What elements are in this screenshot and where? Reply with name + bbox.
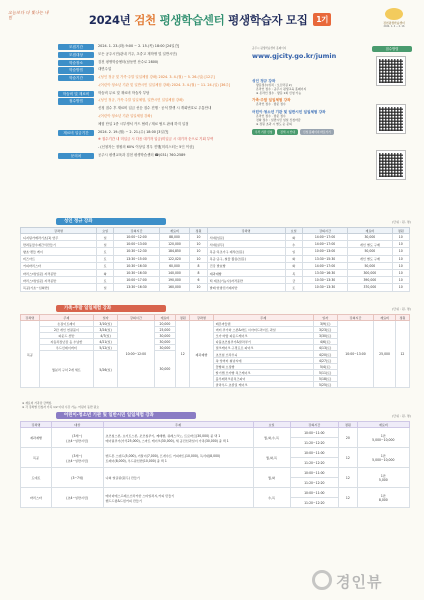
course-date: 5/18(토)	[313, 375, 337, 381]
info-row	[58, 44, 236, 50]
apply-method-item: 온라인 접수 · 방문 접수	[256, 102, 286, 107]
column-header: 강좌명	[21, 422, 52, 428]
column-header: 주제	[213, 315, 313, 321]
course-topic: 블루베리크림치즈파이	[213, 375, 313, 381]
course-date: 4/7(일)	[94, 333, 118, 339]
course-capacity: 12	[339, 488, 358, 508]
table-cell: 토	[285, 284, 302, 291]
column-header: 재료비	[357, 422, 409, 428]
info-row	[58, 52, 236, 58]
table-cell: 10	[190, 241, 207, 248]
section2-notes	[22, 401, 322, 409]
column-header: 강좌명	[190, 315, 213, 321]
column-header: 재료비	[374, 315, 396, 321]
column-header: 일자	[313, 315, 337, 321]
table-row	[21, 468, 410, 478]
course-topic: 밀크케이크 구경포르 파이크	[213, 345, 313, 351]
table-cell: 개인 별도 구매	[348, 255, 392, 262]
table-cell: 금	[285, 277, 302, 284]
info-value: 2024. 1. 23.(화) 9:00 ~ 2. 15.(목) 18:00 [24일간]	[98, 44, 180, 48]
column-header: 강의시간	[114, 228, 159, 234]
table-cell: 향초·캔들 케이	[21, 248, 97, 255]
table-cell: 10	[190, 255, 207, 262]
table-cell: 일	[96, 234, 113, 241]
watermark	[312, 568, 412, 592]
table-cell: 50,000	[348, 248, 392, 255]
table-row	[21, 234, 410, 241]
title-place: 검천	[134, 13, 156, 27]
table-cell: 10	[190, 248, 207, 255]
qr-code-2[interactable]	[376, 104, 406, 134]
table-cell: 일	[96, 284, 113, 291]
info-label: 학습장소	[58, 60, 94, 66]
course-capacity: 12	[176, 321, 190, 388]
note-line: ※ 각 강좌별 신청자 가족 1/2 이내 수강 가능, 어린이 동반 필요	[22, 405, 99, 409]
apply-method-item: ※ 정원 초과 시 별도 순 문의	[256, 121, 292, 126]
info-label: 학습비 및 재료비	[58, 91, 94, 97]
qr-label: 접수방법	[372, 46, 412, 52]
apply-method-heading: 성인 정규 강좌	[252, 79, 276, 83]
course-topic: 꽃빵의 오징빵	[213, 363, 313, 369]
course-topic: 초코칩 브라우니	[213, 351, 313, 357]
column-header: 요일	[96, 228, 113, 234]
table-cell: 8	[190, 262, 207, 269]
column-header: 정원	[176, 315, 190, 321]
center-logo	[370, 8, 418, 28]
info-row	[58, 153, 236, 159]
apply-method-list	[252, 76, 364, 135]
apply-method-item: ※ 온라인 접수 · 방문 1회 신청 가능	[256, 90, 302, 95]
course-topic: 쑥 앙버터 휘낭시에	[213, 357, 313, 363]
course-date: 3/9(토)	[313, 321, 337, 327]
course-capacity: 12	[395, 321, 409, 388]
course-group: 제과제빵	[190, 321, 213, 388]
column-header: 강좌명	[207, 228, 285, 234]
table-cell: 목공·목조가구 제작(입문)	[207, 248, 285, 255]
table-cell: 반려동물수제간식만들기	[21, 241, 97, 248]
column-header: 강좌명	[21, 315, 40, 321]
course-date: 5/25(토)	[313, 381, 337, 387]
course-day: 수,목	[253, 488, 290, 508]
column-header: 재료비	[154, 315, 176, 321]
course-topic: 벤드폰 스탠드(5,000), 거꿀이(7,000), 뜨개수트 커피바트(10,000), 독서대(8,000) 트레이(8,000), 우드판선반(10,000) 중 택 1	[103, 448, 253, 468]
table-cell: 서예(실무)	[207, 241, 285, 248]
info-value: 모든 공주시민(관내 거주, 초중고 재학생 및 일반시민)	[98, 51, 177, 56]
course-time: 10:00~13:00	[337, 321, 374, 388]
course-target: (3세~) (초4~일반시민)	[51, 428, 103, 448]
info-label: 접수방법	[58, 98, 94, 104]
course-time: 10:00~12:00	[118, 321, 155, 388]
table-cell: 10:30~16:30	[114, 269, 159, 276]
column-header: 강의시간	[337, 315, 374, 321]
slogan-logo: 오늘보다 더 빛나는 내일	[8, 10, 49, 20]
course-day: 월,화,목	[253, 448, 290, 468]
website-url[interactable]: www.gjcity.go.kr/jumin	[252, 52, 337, 60]
course-target: (3~7세)	[51, 468, 103, 488]
table-cell: 화	[285, 255, 302, 262]
table-cell: 390,000	[348, 277, 392, 284]
table-cell: 토	[96, 277, 113, 284]
info-row	[58, 98, 236, 104]
course-topic: 클라우드 초콜릿 케이크	[213, 381, 313, 387]
info-row	[58, 91, 236, 97]
info-row	[58, 145, 236, 151]
table-cell: 60,000	[159, 262, 190, 269]
course-day: 월,화,수,목	[253, 428, 290, 448]
table-cell: 50,000	[348, 262, 392, 269]
course-group: 목공	[21, 321, 40, 388]
table-row	[21, 428, 410, 438]
daily-experience-table	[20, 421, 410, 508]
apply-method-item: 방문접수(위치 : 오르막길 2)	[256, 83, 292, 87]
table-cell: 발레·한방전기제자반	[207, 284, 285, 291]
course-time: 11:20~12:20	[290, 478, 338, 488]
apply-method-item: 온라인 접수 : 공주시 평생교육 홈페이지	[256, 86, 307, 91]
table-cell: 6	[190, 277, 207, 284]
qr-code-3[interactable]	[376, 150, 406, 180]
table-cell: 10	[392, 284, 409, 291]
table-cell: 13:30~16:30	[302, 269, 347, 276]
table-cell: 10	[392, 234, 409, 241]
apply-button[interactable]: 신청 홈페이지 바로가기	[300, 129, 334, 135]
table-row	[21, 488, 410, 498]
info-block	[58, 44, 236, 204]
regular-course-table	[20, 227, 410, 292]
table-cell: 10	[392, 248, 409, 255]
table-cell: 13:30~16:30	[114, 284, 159, 291]
column-header: 요일	[253, 422, 290, 428]
title-center: 평생학습센터	[159, 13, 225, 27]
info-value: ※ 접수기간 내 미입금 시 다음 대기자 입금(미입금 시 대기자 순으로 기회 부여	[98, 137, 214, 142]
course-time: 11:20~12:20	[290, 458, 338, 468]
header	[0, 0, 424, 40]
table-cell: 13:30~15:30	[302, 255, 347, 262]
table-cell: 토	[96, 248, 113, 255]
table-cell: 일	[285, 248, 302, 255]
info-value: 체험 단일 1종 시부생서 카드 협력 / 재료 협도 판매 하지 일점	[98, 121, 189, 126]
info-value: 학습비 무료 및 재료비 학습자 부담	[98, 90, 150, 95]
course-date: 5/26(일)	[94, 351, 118, 388]
table-row	[21, 284, 410, 291]
course-fee: 25,000	[374, 321, 396, 388]
page-title	[60, 12, 360, 28]
column-header: 정원	[190, 228, 207, 234]
table-cell: 122,020	[159, 255, 190, 262]
table-cell: 10:30~12:30	[114, 248, 159, 255]
column-header: 정원	[339, 422, 358, 428]
table-cell: 비즈아트	[21, 255, 97, 262]
course-date: 4/20(토)	[313, 351, 337, 357]
info-row	[58, 83, 236, 89]
table-row	[21, 448, 410, 458]
info-value: -(성인 정규, 가족·주말 일일체험, 일반시민 일일체험 강좌)	[98, 98, 184, 103]
table-cell: 수	[285, 241, 302, 248]
apply-method-item: 전화 접수 : 일반시민 일일 신청마감	[256, 117, 301, 122]
column-header: 강좌명	[21, 228, 97, 234]
info-value: - (신청자는 정원의 60% 이상일 경우 진행[미리스터는 5인 이상]	[98, 145, 194, 150]
column-header: 대상	[51, 422, 103, 428]
table-row	[21, 277, 410, 284]
course-fee: 30,000	[154, 345, 176, 351]
course-day: 월,화	[253, 468, 290, 488]
info-label: 모집기간	[58, 44, 94, 50]
table-cell: 13:30~15:00	[114, 255, 159, 262]
table-cell: 8	[190, 269, 207, 276]
center-logo-sub: 2024. 1. 4 ~ 2. 16	[383, 25, 405, 28]
table-cell: 14:00~17:00	[302, 262, 347, 269]
course-topic: 모카 바탕 파운드케이크	[213, 333, 313, 339]
table-cell: 토	[96, 255, 113, 262]
column-header: 일자	[94, 315, 118, 321]
table-cell: 10:00~12:00	[114, 234, 159, 241]
table-cell: 10:30~13:30	[302, 277, 347, 284]
info-row	[58, 67, 236, 73]
note-line: ※ 재료비 가족당 금액임.	[22, 401, 53, 405]
column-header: 정원	[392, 228, 409, 234]
table-cell: 88,000	[159, 234, 190, 241]
course-date: 3/10(일)	[94, 321, 118, 327]
info-row	[58, 122, 236, 128]
table-cell: 서예(입문)	[207, 234, 285, 241]
course-name: 제과제빵	[21, 428, 52, 448]
course-date: 5/11(토)	[313, 369, 337, 375]
info-row	[58, 114, 236, 120]
course-topic: 딸기쨈 모카빵 치즈케이크	[213, 369, 313, 375]
course-topic: 다품초코칩쿠키&말차쿠키	[213, 339, 313, 345]
table-cell: 화	[96, 269, 113, 276]
column-header: 강의시간	[118, 315, 155, 321]
table-cell: 10	[392, 241, 409, 248]
table-cell: 14:00~17:00	[302, 241, 347, 248]
course-date: 4/6(토)	[313, 339, 337, 345]
table-cell: 10	[392, 269, 409, 276]
info-value: 검천 평생학습센터(남동면 산수로 2800)	[98, 59, 159, 64]
course-topic: 자동차장난감 등 수납함	[39, 339, 93, 345]
column-header: 재료비	[348, 228, 392, 234]
table-cell: 10	[190, 284, 207, 291]
center-logo-icon	[385, 8, 403, 20]
apply-method-heading: 어린이·청소년 기관 및 일반시민 일일체험 강좌	[252, 110, 326, 115]
table-cell: 커피바리스타	[21, 262, 97, 269]
course-fee: 1만 5,000~10,000	[357, 428, 409, 448]
course-topic: 나의 얼굴판(원두) 만들기	[103, 468, 253, 488]
course-date: 4/13(토)	[313, 345, 337, 351]
table-cell: 184,850	[159, 248, 190, 255]
apply-button[interactable]: 검색 시 안내	[277, 129, 298, 135]
course-name: 목공	[21, 448, 52, 468]
apply-buttons	[252, 129, 364, 135]
section1-title: 성인 정규 강좌	[56, 218, 166, 225]
course-time: 10:00~11:00	[290, 428, 338, 438]
table-cell: 10:30~16:30	[114, 262, 159, 269]
info-label: 재료비 입금기간	[58, 130, 94, 136]
course-fee: 1만 5,000	[357, 468, 409, 488]
table-cell: 토	[96, 262, 113, 269]
info-value: 대면수업	[98, 67, 112, 72]
weekend-course-table	[20, 314, 410, 388]
watermark-logo-icon	[312, 570, 332, 590]
table-cell: 300,000	[348, 269, 392, 276]
table-cell: 목	[285, 269, 302, 276]
section3-unit: (단위 : 원, 명)	[392, 414, 411, 418]
apply-method-heading: 가족·주말 일일체험 강좌	[252, 98, 291, 103]
table-cell: 목공(기초~심화반)	[21, 284, 97, 291]
table-cell: 14:00~17:00	[302, 234, 347, 241]
apply-button[interactable]: 우리 기관 신청	[252, 129, 275, 135]
section2-unit: (단위 : 원, 명)	[392, 307, 411, 311]
qr-code-1[interactable]	[376, 56, 406, 86]
course-topic: 레몬마들렌	[213, 321, 313, 327]
course-capacity: 20	[339, 428, 358, 448]
info-row	[58, 60, 236, 66]
course-time: 11:20~12:20	[290, 438, 338, 448]
table-cell: 10:00~13:00	[302, 248, 347, 255]
info-row	[58, 75, 236, 81]
course-date: 5/12(일)	[94, 345, 118, 351]
table-cell: 140,000	[159, 269, 190, 276]
course-fee: 1만 5,000~10,000	[357, 448, 409, 468]
table-cell: 떡 제조(기능사)자격증반	[207, 277, 285, 284]
table-cell: 건강 발효빵	[207, 262, 285, 269]
course-target: (초4~일반시민)	[51, 488, 103, 508]
column-header: 주제	[39, 315, 93, 321]
course-date: 3/24(일)	[94, 327, 118, 333]
watermark-text: 경인뷰	[336, 573, 383, 591]
info-label: 문의처	[58, 153, 94, 159]
course-topic: 초코칩스콘, 요거트스콘, 조코칩쿠키, 께배빵, 큐레스크노, 트로바르(30,000) 중 택 1 에이털쿠키(가루25,000), 스마트 케이크(30,000), 세 공민선과일이 가족(30,000) 중 택 1	[103, 428, 253, 448]
table-cell: 190,000	[159, 277, 190, 284]
info-value: -(성인 정규 및 가족·주말 일일체험 강좌) 2024. 3. 4.(월) ~ 5. 26.(일) [12주]	[98, 75, 215, 80]
table-cell: 10:30~13:30	[302, 284, 347, 291]
course-topic: 우드신데이버터	[39, 345, 93, 351]
title-recruit: 평생학습자 모집	[228, 13, 308, 27]
table-cell: 370,000	[348, 284, 392, 291]
course-fee: 25,000	[154, 327, 176, 333]
column-header: 재료비	[159, 228, 190, 234]
title-year: 2024년	[88, 13, 131, 27]
course-time: 11:20~12:20	[290, 498, 338, 508]
info-row	[58, 130, 236, 136]
course-date: 5/4(토)	[313, 363, 337, 369]
info-label: 학습방법	[58, 67, 94, 73]
info-label: 모집대상	[58, 52, 94, 58]
course-capacity: 12	[339, 448, 358, 468]
info-label: 학습기간	[58, 75, 94, 81]
info-value: 신청 접수 후 재료비 입금 선순 접수 진행 · 공석 발생 시 개회번호로 우통안내	[98, 106, 212, 111]
table-cell: 제과제빵	[207, 269, 285, 276]
table-cell: 10	[392, 277, 409, 284]
course-capacity: 12	[339, 468, 358, 488]
table-cell: 일	[96, 241, 113, 248]
center-logo-text: 검천평생학습센터	[383, 21, 405, 25]
section3-title: 어린이·청소년 기관 및 일반시민 일일체험 강좌	[56, 412, 196, 419]
column-header: 정원	[395, 315, 409, 321]
table-cell: 개인 별도 구매	[348, 241, 392, 248]
section1-unit: (단위 : 원, 명)	[392, 220, 411, 224]
info-row	[58, 106, 236, 112]
table-cell: 바리스타(입문) 자격증반	[21, 269, 97, 276]
course-topic: 버터 쿠키와 스콘&바트 시아터드라이트 과일	[213, 327, 313, 333]
column-header: 강의시간	[290, 422, 338, 428]
course-fee: 30,000	[154, 339, 176, 345]
course-name: 도예토	[21, 468, 52, 488]
course-time: 10:00~11:00	[290, 468, 338, 478]
course-topic: 파운드 선반	[39, 333, 93, 339]
course-fee: 20,000	[154, 321, 176, 327]
course-topic: 에이더에스프레소브리커한 스타일러시,커피 만들기 핸드드립&드립커피 만들기	[103, 488, 253, 508]
table-cell: 10:00~17:00	[114, 277, 159, 284]
table-row	[21, 255, 410, 262]
table-cell: 화	[285, 262, 302, 269]
course-topic: 손잡이트레이	[39, 321, 93, 327]
course-fee: 1만 8,000	[357, 488, 409, 508]
course-time: 10:00~11:00	[290, 448, 338, 458]
table-cell: 30,000	[348, 234, 392, 241]
table-cell: 120,000	[159, 241, 190, 248]
course-topic: 2단 개인 연필꽂이	[39, 327, 93, 333]
course-date: 3/23(토)	[313, 327, 337, 333]
info-value: 공주시 평생교육과 검천 평생학습센터 ☎(031) 760-2589	[98, 152, 186, 157]
section2-title: 가족·주말 일일체험 강좌	[56, 305, 166, 312]
website-caption: 공주시 평생학습센터 홈페이지	[252, 47, 287, 50]
info-value: -(어린이·청소년 기관 일일체험 강좌)	[98, 114, 153, 119]
table-cell: 10:00~13:00	[114, 241, 159, 248]
column-header: 요일	[285, 228, 302, 234]
table-row	[21, 241, 410, 248]
table-cell: 목공·공구, 철물 활용(입문)	[207, 255, 285, 262]
table-cell: 10	[392, 262, 409, 269]
course-date: 4/21(일)	[94, 339, 118, 345]
column-header: 강의시간	[302, 228, 347, 234]
info-row	[58, 137, 236, 143]
info-value: -(어린이·청소년 기관 및 일반시민 일일체험 강좌) 2024. 3. 4.(월) ~ 11. 24.(일) [36주]	[98, 82, 230, 87]
table-cell: 160,000	[159, 284, 190, 291]
course-topic: 월분리 구녁 2개 세트	[39, 351, 93, 388]
table-cell: 10	[190, 234, 207, 241]
table-row	[21, 248, 410, 255]
course-date: 3/30(토)	[313, 333, 337, 339]
course-date: 4/27(토)	[313, 357, 337, 363]
table-row	[21, 269, 410, 276]
course-fee: 30,000	[154, 351, 176, 388]
table-cell: 바리스타(입문) 자격증반	[21, 277, 97, 284]
table-cell: 화	[285, 234, 302, 241]
table-row	[21, 262, 410, 269]
table-cell: 10	[392, 255, 409, 262]
apply-method-item: 온라인 접수 · 방문 접수	[256, 114, 286, 119]
course-time: 10:00~11:00	[290, 488, 338, 498]
info-value: 2024. 2. 19.(월) ~ 2. 21.(수) 18:00 [3일간]	[98, 129, 169, 134]
course-target: (3세~) (초4~일반시민)	[51, 448, 103, 468]
column-header: 주제	[103, 422, 253, 428]
term-badge: 1기	[313, 13, 331, 26]
table-cell: 디지털카메라기초(1) 연주	[21, 234, 97, 241]
course-name: 바리스타	[21, 488, 52, 508]
course-fee: 30,000	[154, 333, 176, 339]
